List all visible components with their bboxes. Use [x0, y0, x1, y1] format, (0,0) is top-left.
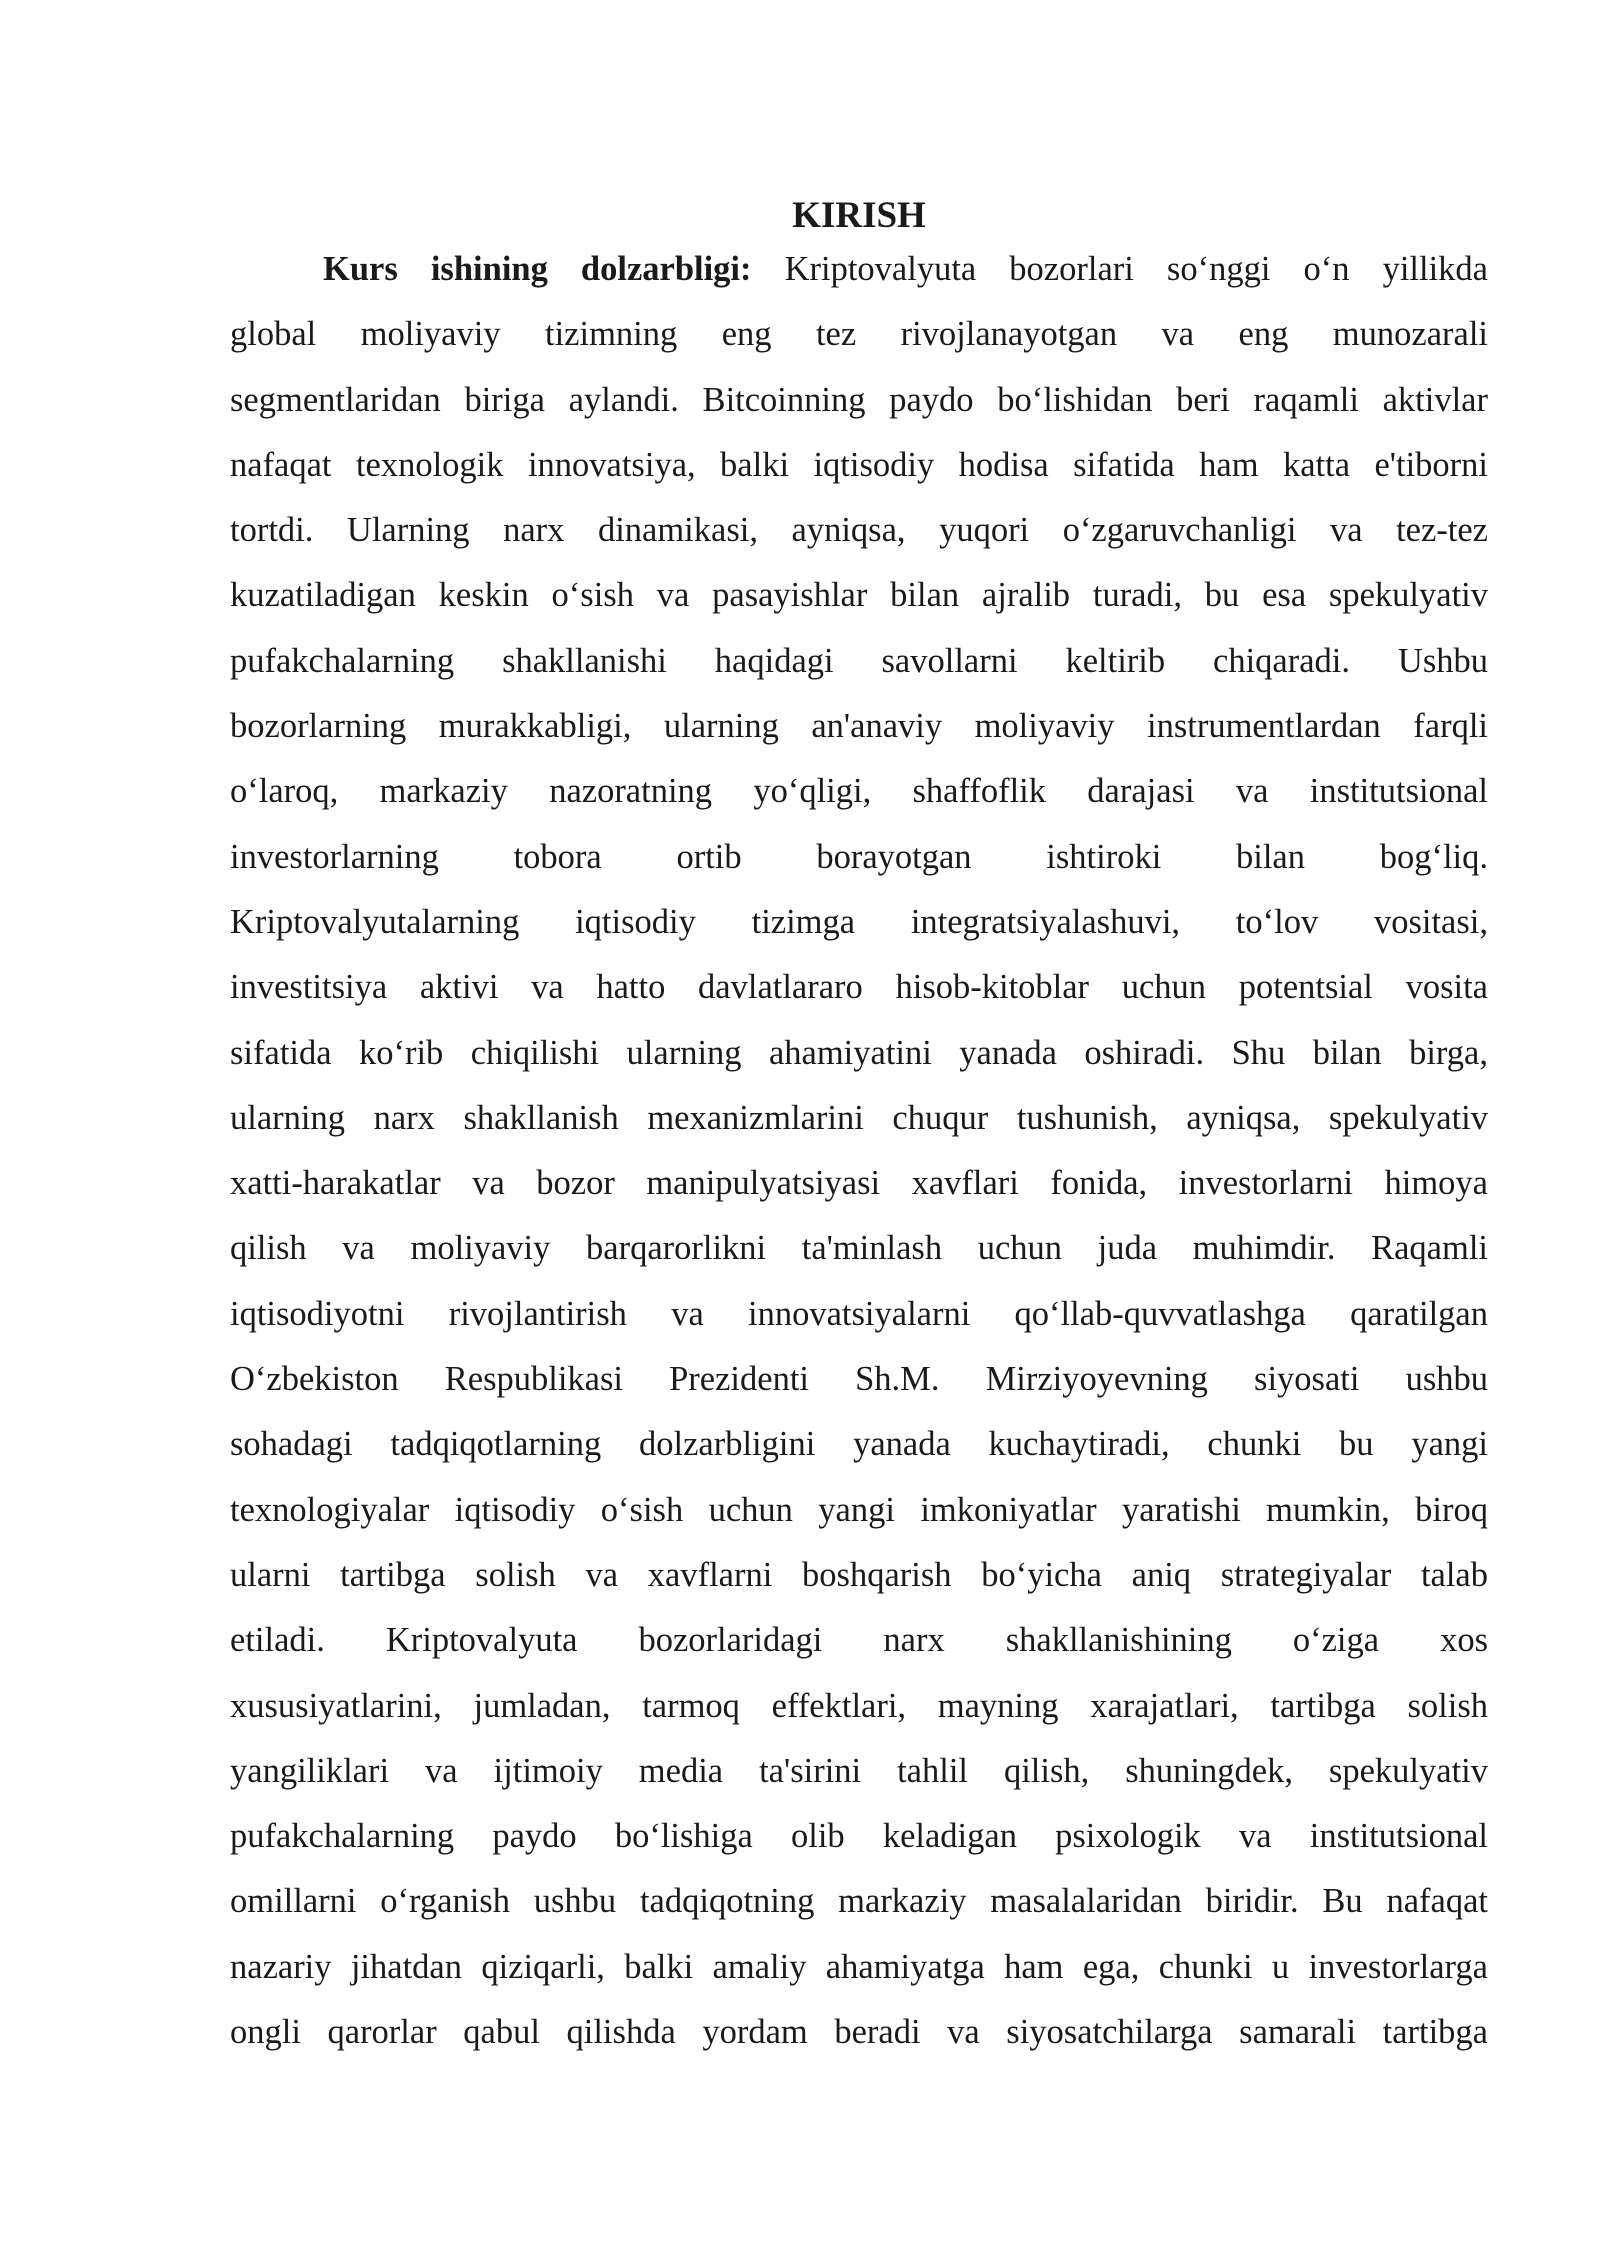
body-paragraph: [230, 237, 1488, 2065]
paragraph-line: investorlarning tobora ortib borayotgan ishtiroki bilan bogʻliq.: [230, 837, 1488, 876]
paragraph-line: omillarni oʻrganish ushbu tadqiqotning markaziy masalalaridan biridir. Bu nafaqat: [230, 1882, 1488, 1921]
paragraph-line: iqtisodiyotni rivojlantirish va innovatsiyalarni qoʻllab-quvvatlashga qaratilgan: [230, 1294, 1488, 1333]
paragraph-line: global moliyaviy tizimning eng tez rivojlanayotgan va eng munozarali: [230, 315, 1488, 354]
paragraph-line: ularni tartibga solish va xavflarni boshqarish boʻyicha aniq strategiyalar talab: [230, 1555, 1488, 1594]
paragraph-line: nazariy jihatdan qiziqarli, balki amaliy ahamiyatga ham ega, chunki u investorlarga: [230, 1947, 1488, 1986]
paragraph-line: etiladi. Kriptovalyuta bozorlaridagi narx shakllanishining oʻziga xos: [230, 1621, 1488, 1660]
paragraph-line: pufakchalarning paydo boʻlishiga olib keladigan psixologik va institutsional: [230, 1817, 1488, 1856]
paragraph-line: segmentlaridan biriga aylandi. Bitcoinning paydo boʻlishidan beri raqamli aktivlar: [230, 380, 1488, 419]
paragraph-line: xususiyatlarini, jumladan, tarmoq effektlari, mayning xarajatlari, tartibga solish: [230, 1686, 1488, 1725]
paragraph-line: sifatida koʻrib chiqilishi ularning ahamiyatini yanada oshiradi. Shu bilan birga,: [230, 1033, 1488, 1072]
section-heading: KIRISH: [792, 195, 926, 236]
paragraph-line: oʻlaroq, markaziy nazoratning yoʻqligi, shaffoflik darajasi va institutsional: [230, 772, 1488, 811]
paragraph-line: xatti-harakatlar va bozor manipulyatsiyasi xavflari fonida, investorlarni himoya: [230, 1164, 1488, 1203]
paragraph-line: Oʻzbekiston Respublikasi Prezidenti Sh.M. Mirziyoyevning siyosati ushbu: [230, 1360, 1488, 1399]
paragraph-line-text: Kriptovalyuta bozorlari soʻnggi oʻn yillikda: [751, 250, 1488, 288]
paragraph-line: bozorlarning murakkabligi, ularning an'anaviy moliyaviy instrumentlardan farqli: [230, 707, 1488, 746]
lead-label: Kurs ishining dolzarbligi:: [323, 250, 752, 288]
paragraph-line: kuzatiladigan keskin oʻsish va pasayishlar bilan ajralib turadi, bu esa spekulyativ: [230, 576, 1488, 615]
paragraph-line: yangiliklari va ijtimoiy media ta'sirini tahlil qilish, shuningdek, spekulyativ: [230, 1751, 1488, 1790]
paragraph-line: ongli qarorlar qabul qilishda yordam beradi va siyosatchilarga samarali tartibga: [230, 2013, 1488, 2052]
paragraph-line: pufakchalarning shakllanishi haqidagi savollarni keltirib chiqaradi. Ushbu: [230, 641, 1488, 680]
paragraph-line: ularning narx shakllanish mexanizmlarini chuqur tushunish, ayniqsa, spekulyativ: [230, 1098, 1488, 1137]
paragraph-line: texnologiyalar iqtisodiy oʻsish uchun yangi imkoniyatlar yaratishi mumkin, biroq: [230, 1490, 1488, 1529]
paragraph-line: nafaqat texnologik innovatsiya, balki iqtisodiy hodisa sifatida ham katta e'tiborni: [230, 445, 1488, 484]
paragraph-line: investitsiya aktivi va hatto davlatlararo hisob-kitoblar uchun potentsial vosita: [230, 968, 1488, 1007]
paragraph-line: [230, 237, 1488, 302]
paragraph-line: tortdi. Ularning narx dinamikasi, ayniqsa, yuqori oʻzgaruvchanligi va tez-tez: [230, 511, 1488, 550]
paragraph-line: qilish va moliyaviy barqarorlikni ta'minlash uchun juda muhimdir. Raqamli: [230, 1229, 1488, 1268]
paragraph-line: sohadagi tadqiqotlarning dolzarbligini yanada kuchaytiradi, chunki bu yangi: [230, 1425, 1488, 1464]
paragraph-line: Kriptovalyutalarning iqtisodiy tizimga integratsiyalashuvi, toʻlov vositasi,: [230, 902, 1488, 941]
